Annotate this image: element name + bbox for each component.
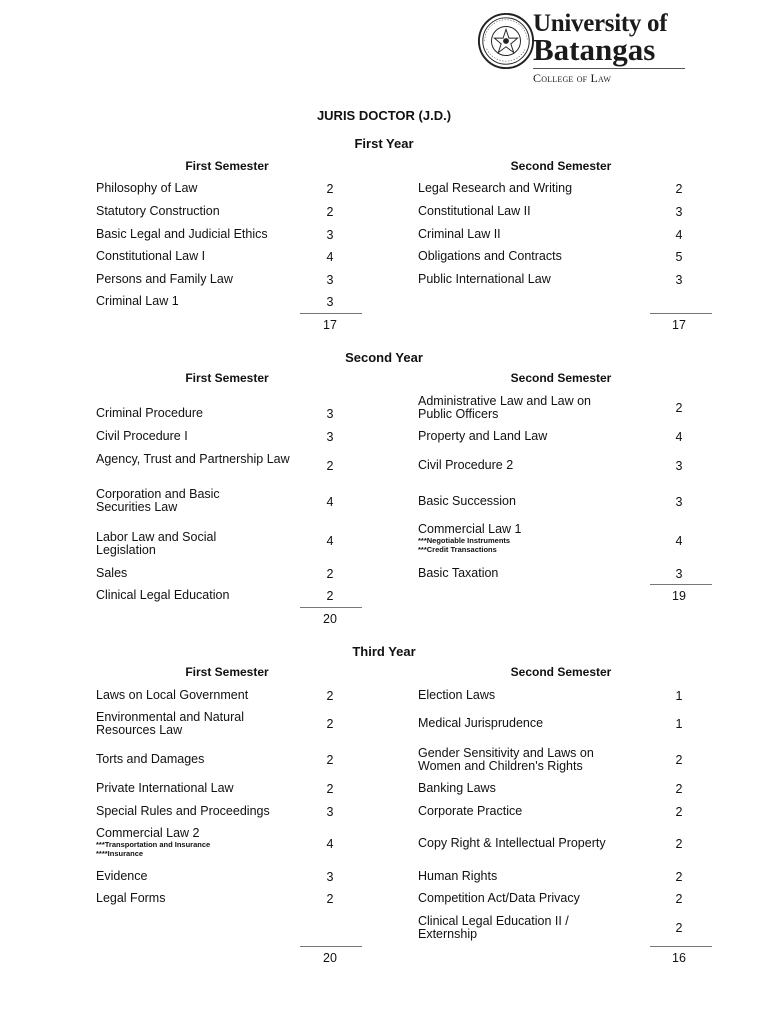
course-name: Basic Taxation: [418, 566, 499, 580]
semester-total: 20: [323, 951, 337, 965]
course-units: 2: [326, 782, 334, 796]
total-rule: [650, 313, 712, 314]
course-units: 2: [675, 805, 683, 819]
course-name: Statutory Construction: [96, 204, 220, 218]
course-units: 2: [326, 567, 334, 581]
total-rule: [300, 946, 362, 947]
course-name: Persons and Family Law: [96, 272, 233, 286]
course-units: 3: [326, 805, 334, 819]
course-name: Criminal Law 1: [96, 294, 179, 308]
document-title: JURIS DOCTOR (J.D.): [316, 108, 452, 123]
course-units: 2: [326, 892, 334, 906]
course-name: Sales: [96, 566, 128, 580]
course-note: ***Transportation and Insurance: [96, 840, 211, 849]
course-units: 3: [326, 407, 334, 421]
course-units: 4: [326, 250, 334, 264]
course-units: 2: [326, 717, 334, 731]
course-name: Laws on Local Government: [96, 688, 249, 702]
course-units: 1: [675, 689, 683, 703]
course-name: Obligations and Contracts: [418, 249, 562, 263]
course-name: Agency, Trust and Partnership Law: [96, 452, 290, 466]
course-note: ***Negotiable Instruments: [418, 536, 511, 545]
course-name: Corporate Practice: [418, 804, 523, 818]
semester-heading: Second Semester: [510, 159, 612, 173]
course-name: Public International Law: [418, 272, 551, 286]
course-name: Legal Research and Writing: [418, 181, 573, 195]
semester-total: 17: [323, 318, 337, 332]
course-name: Constitutional Law I: [96, 249, 206, 263]
course-name: Criminal Law II: [418, 227, 501, 241]
course-units: 3: [675, 567, 683, 581]
course-name: Criminal Procedure: [96, 406, 203, 420]
university-name-line1: University of: [533, 10, 668, 37]
year-heading: First Year: [354, 136, 414, 151]
course-units: 3: [326, 273, 334, 287]
semester-total: 17: [672, 318, 686, 332]
course-units: 4: [326, 837, 334, 851]
course-name: Administrative Law and Law on Public Officers: [418, 394, 592, 421]
course-name: Clinical Legal Education II / Externship: [418, 914, 569, 941]
course-name: Philosophy of Law: [96, 181, 198, 195]
course-units: 2: [326, 459, 334, 473]
year-heading: Third Year: [352, 644, 416, 659]
semester-total: 20: [323, 612, 337, 626]
course-units: 2: [326, 205, 334, 219]
course-units: 4: [326, 495, 334, 509]
course-name: Special Rules and Proceedings: [96, 804, 270, 818]
course-name: Clinical Legal Education: [96, 588, 230, 602]
total-rule: [650, 584, 712, 585]
logo-divider: [533, 68, 685, 69]
course-units: 4: [675, 228, 683, 242]
course-units: 2: [675, 753, 683, 767]
course-units: 4: [326, 534, 334, 548]
course-units: 2: [326, 753, 334, 767]
course-name: Basic Succession: [418, 494, 516, 508]
semester-heading: First Semester: [185, 159, 269, 173]
course-units: 2: [675, 870, 683, 884]
total-rule: [300, 313, 362, 314]
course-name: Copy Right & Intellectual Property: [418, 836, 606, 850]
course-units: 2: [326, 689, 334, 703]
university-name-line2: Batangas: [533, 32, 656, 67]
course-units: 3: [675, 205, 683, 219]
course-units: 2: [326, 589, 334, 603]
college-name: College of Law: [533, 71, 612, 85]
course-name: Constitutional Law II: [418, 204, 531, 218]
course-units: 2: [326, 182, 334, 196]
course-units: 3: [675, 495, 683, 509]
course-commercial-law-2: [96, 827, 296, 858]
semester-heading: First Semester: [185, 371, 269, 385]
course-name: Civil Procedure I: [96, 429, 188, 443]
course-units: 2: [675, 782, 683, 796]
course-units: 2: [675, 182, 683, 196]
course-units: 4: [675, 430, 683, 444]
course-name: Gender Sensitivity and Laws on Women and Children's Rights: [418, 746, 594, 773]
course-units: 3: [326, 228, 334, 242]
course-units: 1: [675, 717, 683, 731]
course-name: Private International Law: [96, 781, 234, 795]
course-units: 3: [326, 430, 334, 444]
course-name: Evidence: [96, 869, 148, 883]
semester-heading: First Semester: [185, 665, 269, 679]
university-logo: [475, 8, 690, 86]
total-rule: [650, 946, 712, 947]
course-name: Torts and Damages: [96, 752, 205, 766]
semester-heading: Second Semester: [510, 665, 612, 679]
course-name: Environmental and Natural Resources Law: [96, 710, 244, 737]
course-name: Corporation and Basic Securities Law: [96, 487, 220, 514]
course-name: Commercial Law 1: [418, 522, 522, 536]
course-units: 2: [675, 892, 683, 906]
year-heading: Second Year: [345, 350, 423, 365]
course-name: Civil Procedure 2: [418, 458, 514, 472]
semester-heading: Second Semester: [510, 371, 612, 385]
university-seal-icon: [477, 12, 535, 70]
course-units: 2: [675, 837, 683, 851]
course-name: Commercial Law 2: [96, 826, 200, 840]
course-units: 3: [675, 459, 683, 473]
course-units: 3: [326, 870, 334, 884]
course-name: Labor Law and Social Legislation: [96, 530, 217, 557]
course-units: 3: [675, 273, 683, 287]
course-name: Property and Land Law: [418, 429, 548, 443]
course-name: Basic Legal and Judicial Ethics: [96, 227, 268, 241]
course-name: Human Rights: [418, 869, 498, 883]
total-rule: [300, 607, 362, 608]
course-units: 2: [675, 401, 683, 415]
course-units: 5: [675, 250, 683, 264]
course-name: Medical Jurisprudence: [418, 716, 544, 730]
course-units: 2: [675, 921, 683, 935]
course-name: Election Laws: [418, 688, 496, 702]
semester-total: 19: [672, 589, 686, 603]
course-note: ***Credit Transactions: [418, 545, 497, 554]
course-units: 3: [326, 295, 334, 309]
course-units: 4: [675, 534, 683, 548]
course-commercial-law-1: [418, 523, 638, 554]
course-note: ****Insurance: [96, 849, 144, 858]
semester-total: 16: [672, 951, 686, 965]
course-name: Competition Act/Data Privacy: [418, 891, 580, 905]
course-name: Banking Laws: [418, 781, 496, 795]
course-name: Legal Forms: [96, 891, 166, 905]
